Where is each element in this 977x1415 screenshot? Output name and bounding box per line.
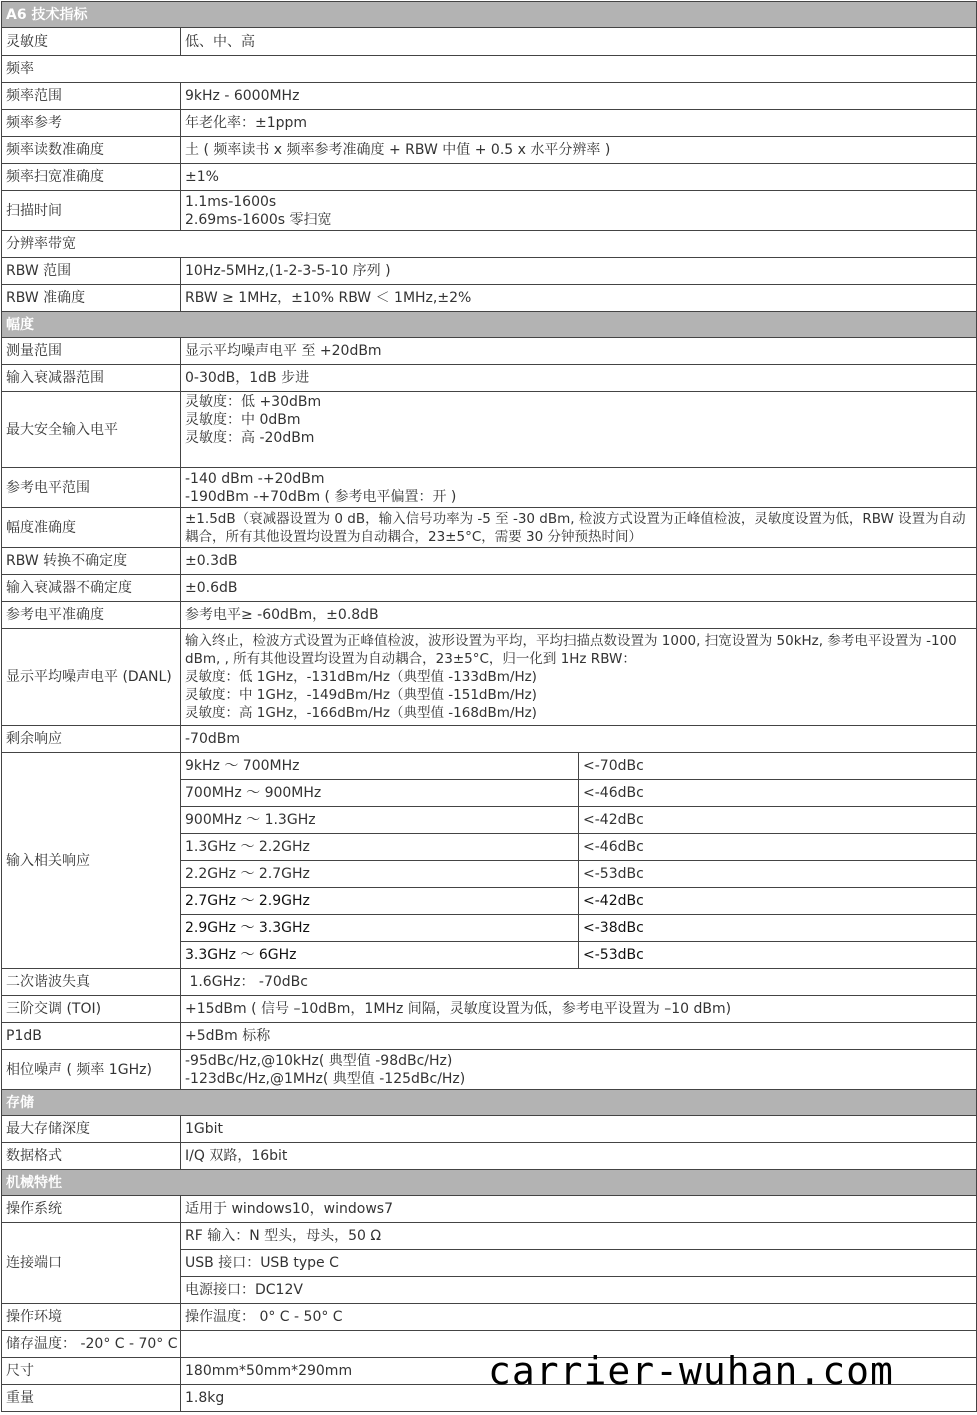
row-label: 显示平均噪声电平 (DANL) (2, 629, 181, 726)
section-header-tech (2, 2, 977, 28)
row-data-format (2, 1143, 977, 1170)
band-range: 900MHz ～ 1.3GHz (181, 807, 579, 834)
row-freq-readout (2, 137, 977, 164)
value-line: 灵敏度：高 1GHz，-166dBm/Hz（典型值 -168dBm/Hz) (185, 705, 537, 721)
band-value: <-42dBc (579, 807, 977, 834)
row-value: USB 接口：USB type C (181, 1250, 977, 1277)
row-atten-uncert (2, 575, 977, 602)
row-max-input (2, 392, 977, 468)
row-input-related (2, 753, 977, 780)
band-range: 2.2GHz ～ 2.7GHz (181, 861, 579, 888)
row-value: ±1.5dB（衰减器设置为 0 dB，输入信号功率为 -5 至 -30 dBm, 检波方式设置为正峰值检波，灵敏度设置为低，RBW 设置为自动耦合，所有其他设置均设置为自动耦合，23±5°C，需要 30 分钟预热时间） (181, 508, 977, 548)
row-label: 储存温度： -20° C - 70° C (2, 1331, 181, 1358)
value-line: 2.69ms-1600s 零扫宽 (185, 211, 332, 228)
section-header-mechanical (2, 1170, 977, 1196)
row-label: 频率读数准确度 (2, 137, 181, 164)
row-value: +5dBm 标称 (181, 1023, 977, 1050)
row-value: 适用于 windows10，windows7 (181, 1196, 977, 1223)
row-value: 1Gbit (181, 1116, 977, 1143)
row-value: I/Q 双路，16bit (181, 1143, 977, 1170)
row-label: 频率范围 (2, 83, 181, 110)
band-range: 3.3GHz ～ 6GHz (181, 942, 579, 969)
row-label: 频率扫宽准确度 (2, 164, 181, 191)
row-label: 数据格式 (2, 1143, 181, 1170)
subheader-rbw (2, 231, 977, 258)
row-label: 输入相关响应 (2, 753, 181, 969)
row-value: RF 输入：N 型头，母头，50 Ω (181, 1223, 977, 1250)
row-sweep-time (2, 191, 977, 231)
value-line: -123dBc/Hz,@1MHz( 典型值 -125dBc/Hz) (185, 1070, 466, 1087)
value-line: 灵敏度：高 -20dBm (185, 430, 315, 446)
value-line: 灵敏度：中 0dBm (185, 412, 301, 428)
row-atten-range (2, 365, 977, 392)
row-label: 灵敏度 (2, 28, 181, 56)
row-span-accuracy (2, 164, 977, 191)
section-title: 幅度 (2, 312, 977, 338)
subheader-frequency (2, 56, 977, 83)
row-label: 相位噪声 ( 频率 1GHz) (2, 1050, 181, 1090)
row-value (181, 191, 977, 231)
row-value (181, 468, 977, 508)
row-value: 180mm*50mm*290mm (181, 1358, 977, 1385)
row-rbw-range (2, 258, 977, 285)
row-amp-accuracy (2, 508, 977, 548)
row-value: 操作温度： 0° C - 50° C (181, 1304, 977, 1331)
band-value: <-46dBc (579, 780, 977, 807)
row-residual (2, 726, 977, 753)
row-label: 最大安全输入电平 (2, 392, 181, 468)
watermark: carrier-wuhan.com (488, 1349, 894, 1393)
row-label: 测量范围 (2, 338, 181, 365)
row-value: 显示平均噪声电平 至 +20dBm (181, 338, 977, 365)
value-line: 灵敏度：中 1GHz，-149dBm/Hz（典型值 -151dBm/Hz) (185, 687, 537, 703)
row-ref-accuracy (2, 602, 977, 629)
subheader-title: 频率 (2, 56, 977, 83)
row-freq-ref (2, 110, 977, 137)
row-label: 二次谐波失真 (2, 969, 181, 996)
row-harmonic (2, 969, 977, 996)
band-range: 2.7GHz ～ 2.9GHz (181, 888, 579, 915)
row-rbw-switch (2, 548, 977, 575)
band-value: <-70dBc (579, 753, 977, 780)
row-value: 10Hz-5MHz,(1-2-3-5-10 序列 ) (181, 258, 977, 285)
band-value: <-53dBc (579, 861, 977, 888)
value-line: -140 dBm -+20dBm (185, 470, 325, 487)
row-label: 操作系统 (2, 1196, 181, 1223)
value-line: 灵敏度：低 +30dBm (185, 394, 322, 410)
row-value: ±0.3dB (181, 548, 977, 575)
subheader-title: 分辨率带宽 (2, 231, 977, 258)
row-label: 操作环境 (2, 1304, 181, 1331)
row-value: +15dBm ( 信号 –10dBm，1MHz 间隔，灵敏度设置为低，参考电平设置为 –10 dBm) (181, 996, 977, 1023)
row-label: RBW 转换不确定度 (2, 548, 181, 575)
band-value: <-53dBc (579, 942, 977, 969)
row-value: 电源接口：DC12V (181, 1277, 977, 1304)
row-rbw-accuracy (2, 285, 977, 312)
section-title: 机械特性 (2, 1170, 977, 1196)
row-meas-range (2, 338, 977, 365)
section-header-amplitude (2, 312, 977, 338)
row-value: 1.6GHz： -70dBc (181, 969, 977, 996)
value-line: 灵敏度：低 1GHz，-131dBm/Hz（典型值 -133dBm/Hz) (185, 669, 537, 685)
row-toi (2, 996, 977, 1023)
row-label: 参考电平准确度 (2, 602, 181, 629)
row-label: 参考电平范围 (2, 468, 181, 508)
row-label: P1dB (2, 1023, 181, 1050)
row-label: 输入衰减器范围 (2, 365, 181, 392)
row-label: 剩余响应 (2, 726, 181, 753)
row-value: 土 ( 频率读书 x 频率参考准确度 + RBW 中值 + 0.5 x 水平分辨率 ) (181, 137, 977, 164)
row-value (181, 1050, 977, 1090)
row-label: 幅度准确度 (2, 508, 181, 548)
band-value: <-38dBc (579, 915, 977, 942)
section-header-storage (2, 1090, 977, 1116)
row-label: 最大存储深度 (2, 1116, 181, 1143)
band-value: <-46dBc (579, 834, 977, 861)
value-line: -95dBc/Hz,@10kHz( 典型值 -98dBc/Hz) (185, 1052, 453, 1069)
row-max-depth (2, 1116, 977, 1143)
row-label: 重量 (2, 1385, 181, 1412)
row-value: 0-30dB，1dB 步进 (181, 365, 977, 392)
value-line: 输入终止，检波方式设置为正峰值检波，波形设置为平均，平均扫描点数设置为 1000, 扫宽设置为 50kHz, 参考电平设置为 -100 dBm, , 所有其他设置均设置为自动耦合，23±5°C，归一化到 1Hz RBW： (185, 633, 957, 667)
row-ref-level (2, 468, 977, 508)
row-p1db (2, 1023, 977, 1050)
row-sensitivity (2, 28, 977, 56)
row-label: 输入衰减器不确定度 (2, 575, 181, 602)
row-label: 尺寸 (2, 1358, 181, 1385)
row-value: 1.8kg (181, 1385, 977, 1412)
row-value: -70dBm (181, 726, 977, 753)
row-value (181, 629, 977, 726)
row-value: ±1% (181, 164, 977, 191)
band-value: <-42dBc (579, 888, 977, 915)
row-ports (2, 1223, 977, 1250)
band-range: 2.9GHz ～ 3.3GHz (181, 915, 579, 942)
row-danl (2, 629, 977, 726)
band-range: 700MHz ～ 900MHz (181, 780, 579, 807)
row-label: RBW 准确度 (2, 285, 181, 312)
value-line: 1.1ms-1600s (185, 193, 277, 210)
row-value (181, 392, 977, 468)
row-value: RBW ≥ 1MHz，±10% RBW ＜ 1MHz,±2% (181, 285, 977, 312)
row-label: 频率参考 (2, 110, 181, 137)
row-value: 9kHz - 6000MHz (181, 83, 977, 110)
band-range: 1.3GHz ～ 2.2GHz (181, 834, 579, 861)
section-title: A6 技术指标 (2, 2, 977, 28)
spec-table (1, 1, 977, 1412)
row-value: 年老化率：±1ppm (181, 110, 977, 137)
row-phase-noise (2, 1050, 977, 1090)
row-label: 连接端口 (2, 1223, 181, 1304)
row-os (2, 1196, 977, 1223)
row-value: ±0.6dB (181, 575, 977, 602)
section-title: 存储 (2, 1090, 977, 1116)
band-range: 9kHz ～ 700MHz (181, 753, 579, 780)
row-label: RBW 范围 (2, 258, 181, 285)
row-freq-range (2, 83, 977, 110)
row-value: 低、中、高 (181, 28, 977, 56)
row-value: 参考电平≥ -60dBm，±0.8dB (181, 602, 977, 629)
row-env (2, 1304, 977, 1331)
value-line: -190dBm -+70dBm ( 参考电平偏置：开 ) (185, 488, 457, 505)
row-label: 扫描时间 (2, 191, 181, 231)
row-label: 三阶交调 (TOI) (2, 996, 181, 1023)
